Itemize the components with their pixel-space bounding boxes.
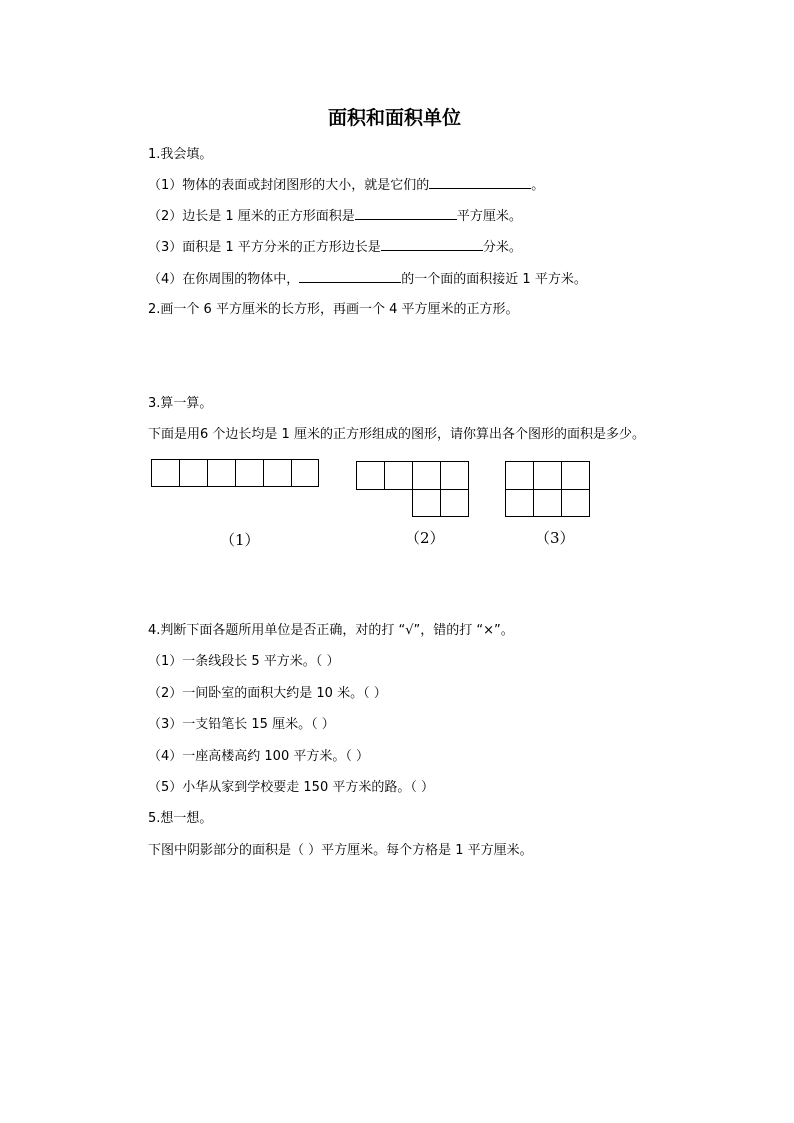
figure-2-label: （2） (405, 529, 445, 547)
q1-item-3 (148, 238, 522, 257)
q3-heading: 3.算一算。 (148, 396, 213, 411)
q4-item-5: （5）小华从家到学校要走 150 平方米的路。（ ） (148, 780, 434, 795)
q4-item-3: （3）一支铅笔长 15 厘米。（ ） (148, 717, 335, 732)
figure-2-square (384, 461, 413, 490)
q5-heading: 5.想一想。 (148, 811, 213, 826)
q1-item-4-text: （4）在你周围的物体中， (148, 272, 300, 287)
figure-1-square (291, 459, 319, 487)
q1-item-3-text: （3）面积是 1 平方分米的正方形边长是 (148, 240, 381, 255)
q1-heading: 1.我会填。 (148, 147, 213, 162)
figure-2-square (412, 461, 441, 490)
figure-2-square (440, 461, 469, 490)
q1-item-1-text: （1）物体的表面或封闭图形的大小，就是它们的 (148, 178, 430, 193)
q1-item-1 (148, 176, 544, 195)
figure-1-square (151, 459, 180, 487)
page-title: 面积和面积单位 (328, 107, 462, 129)
q4-item-4: （4）一座高楼高约 100 平方米。（ ） (148, 749, 369, 764)
figure-2-square (440, 489, 469, 517)
q4-item-2: （2）一间卧室的面积大约是 10 米。（ ） (148, 686, 387, 701)
q1-item-2-text: （2）边长是 1 厘米的正方形面积是 (148, 209, 355, 224)
figure-2-square (356, 461, 385, 490)
q1-item-3-suffix: 分米。 (482, 240, 522, 255)
figure-2 (356, 461, 469, 517)
q2-heading: 2.画一个 6 平方厘米的长方形，再画一个 4 平方厘米的正方形。 (148, 302, 519, 317)
figure-3-square (533, 489, 562, 517)
figure-2-square (412, 489, 441, 517)
figure-3-square (533, 461, 562, 490)
q4-heading: 4.判断下面各题所用单位是否正确，对的打 “√”，错的打 “×”。 (148, 623, 514, 638)
q1-item-1-blank[interactable] (429, 176, 531, 189)
q1-item-4-blank[interactable] (299, 270, 401, 283)
q1-item-2-suffix: 平方厘米。 (456, 209, 522, 224)
q1-item-2 (148, 207, 522, 226)
q1-item-4-suffix: 的一个面的面积接近 1 平方米。 (401, 272, 587, 287)
q4-item-1: （1）一条线段长 5 平方米。（ ） (148, 654, 340, 669)
q1-item-1-suffix: 。 (531, 178, 545, 193)
figure-1 (151, 459, 319, 487)
figure-3-square (561, 461, 590, 490)
figure-1-label: （1） (220, 531, 260, 549)
figure-3 (505, 461, 590, 517)
q1-item-3-blank[interactable] (381, 238, 483, 251)
figure-3-label: （3） (535, 529, 575, 547)
figure-1-square (179, 459, 208, 487)
figure-3-square (505, 489, 534, 517)
figure-3-square (505, 461, 534, 490)
q5-description: 下图中阴影部分的面积是（ ）平方厘米。每个方格是 1 平方厘米。 (148, 843, 533, 858)
figure-1-square (235, 459, 264, 487)
figure-3-square (561, 489, 590, 517)
q1-item-4 (148, 270, 587, 289)
q1-item-2-blank[interactable] (355, 207, 457, 220)
figure-1-square (207, 459, 236, 487)
figure-1-square (263, 459, 292, 487)
q3-description: 下面是用6 个边长均是 1 厘米的正方形组成的图形，请你算出各个图形的面积是多少。 (148, 427, 645, 442)
